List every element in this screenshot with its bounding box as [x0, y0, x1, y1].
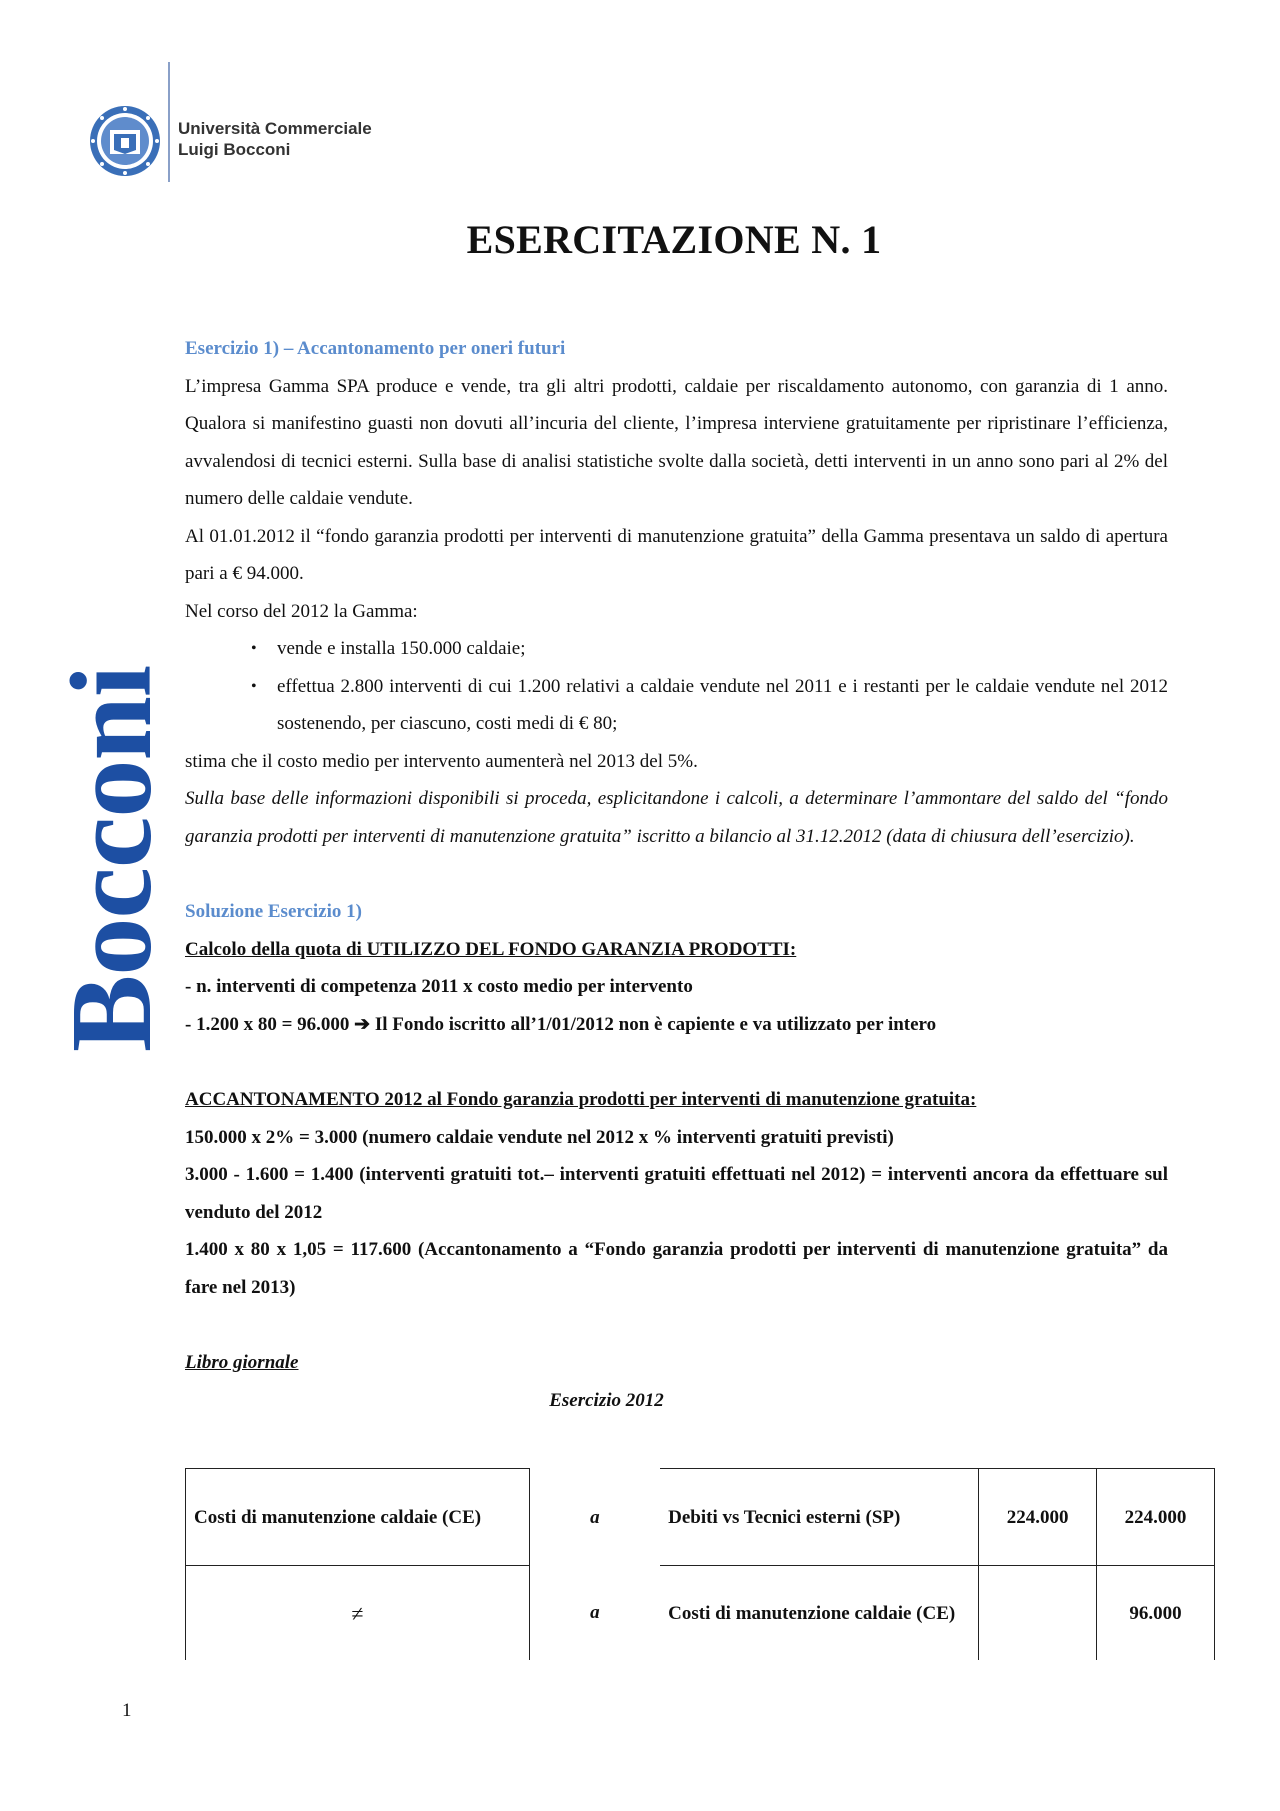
journal-credit-cell: Debiti vs Tecnici esterni (SP) — [660, 1469, 979, 1566]
journal-title: Libro giornale — [185, 1352, 299, 1373]
journal-debit-cell: Costi di manutenzione caldaie (CE) — [186, 1469, 530, 1566]
exercise-heading: Esercizio 1) – Accantonamento per oneri futuri — [185, 338, 566, 359]
table-row — [186, 1566, 1215, 1661]
list-item — [277, 668, 1168, 743]
table-row — [186, 1469, 1215, 1566]
accantonamento-title: ACCANTONAMENTO 2012 al Fondo garanzia prodotti per interventi di manutenzione gratuita: — [185, 1089, 977, 1110]
calc-line-2: - 1.200 x 80 = 96.000 ➔ Il Fondo iscritto all’1/01/2012 non è capiente e va utilizzato per intero — [185, 1013, 937, 1035]
exercise-paragraph-2: Al 01.01.2012 il “fondo garanzia prodotti per interventi di manutenzione gratuita” della Gamma presentava un saldo di apertura pari a € 94.000. — [185, 525, 1168, 584]
exercise-question: Sulla base delle informazioni disponibili si proceda, esplicitandone i calcoli, a determinare l’ammontare del saldo del “fondo garanzia prodotti per interventi di manutenzione gratuita” iscritto a bilancio al 31.12.2012 (data di chiusura dell’esercizio). — [185, 788, 1168, 847]
journal-amount-1 — [979, 1566, 1097, 1661]
university-name-line1: Università Commerciale — [178, 119, 372, 138]
bullet-text-2: effettua 2.800 interventi di cui 1.200 relativi a caldaie vendute nel 2011 e i restanti per le caldaie vendute nel 2012 sostenendo, per ciascuno, costi medi di € 80; — [277, 675, 1168, 734]
exercise-paragraph-4: stima che il costo medio per intervento aumenterà nel 2013 del 5%. — [185, 750, 698, 772]
journal-amount-1: 224.000 — [979, 1469, 1097, 1566]
journal-amount-2: 224.000 — [1097, 1469, 1215, 1566]
accantonamento-line-3: 1.400 x 80 x 1,05 = 117.600 (Accantonamento a “Fondo garanzia prodotti per interventi di manutenzione gratuita” da fare nel 2013) — [185, 1239, 1168, 1298]
spacer — [185, 1043, 1168, 1081]
calc-line-1: - n. interventi di competenza 2011 x costo medio per intervento — [185, 976, 693, 997]
exercise-bullet-list — [185, 630, 1168, 743]
university-name — [178, 118, 372, 160]
accantonamento-line-2: 3.000 - 1.600 = 1.400 (interventi gratuiti tot.– interventi gratuiti effettuati nel 2012) = interventi ancora da effettuare sul venduto del 2012 — [185, 1164, 1168, 1223]
solution-heading: Soluzione Esercizio 1) — [185, 901, 362, 922]
page-number: 1 — [122, 1700, 132, 1721]
exercise-paragraph-3: Nel corso del 2012 la Gamma: — [185, 600, 418, 622]
journal-connector: a — [590, 1602, 600, 1624]
university-name-line2: Luigi Bocconi — [178, 140, 291, 159]
list-item — [277, 630, 1168, 668]
journal-amount-2: 96.000 — [1097, 1566, 1215, 1661]
header-divider — [168, 62, 170, 182]
side-brand-wordmark: Bocconi — [48, 665, 176, 1052]
calc-title: Calcolo della quota di UTILIZZO DEL FONDO GARANZIA PRODOTTI: — [185, 938, 797, 960]
journal-debit-cell: ≠ — [186, 1566, 530, 1661]
accantonamento-line-1: 150.000 x 2% = 3.000 (numero caldaie vendute nel 2012 x % interventi gratuiti previsti) — [185, 1126, 894, 1148]
spacer — [185, 855, 1168, 893]
document-body — [185, 330, 1168, 1419]
journal-year: Esercizio 2012 — [549, 1389, 664, 1411]
page-title: ESERCITAZIONE N. 1 — [466, 217, 882, 262]
journal-connector: a — [590, 1506, 600, 1528]
journal-credit-cell: Costi di manutenzione caldaie (CE) — [660, 1566, 979, 1661]
journal-table — [185, 1468, 1215, 1660]
exercise-paragraph-1: L’impresa Gamma SPA produce e vende, tra gli altri prodotti, caldaie per riscaldamento autonomo, con garanzia di 1 anno. Qualora si manifestino guasti non dovuti all’incuria del cliente, l’impresa interviene gratuitamente per ripristinare l’efficienza, avvalendosi di tecnici esterni. Sulla base di analisi statistiche svolte dalla società, detti interventi in un anno sono pari al 2% del numero delle caldaie vendute. — [185, 375, 1168, 509]
university-seal-logo — [88, 104, 162, 178]
spacer — [185, 1306, 1168, 1344]
bullet-text-1: vende e installa 150.000 caldaie; — [277, 638, 526, 659]
